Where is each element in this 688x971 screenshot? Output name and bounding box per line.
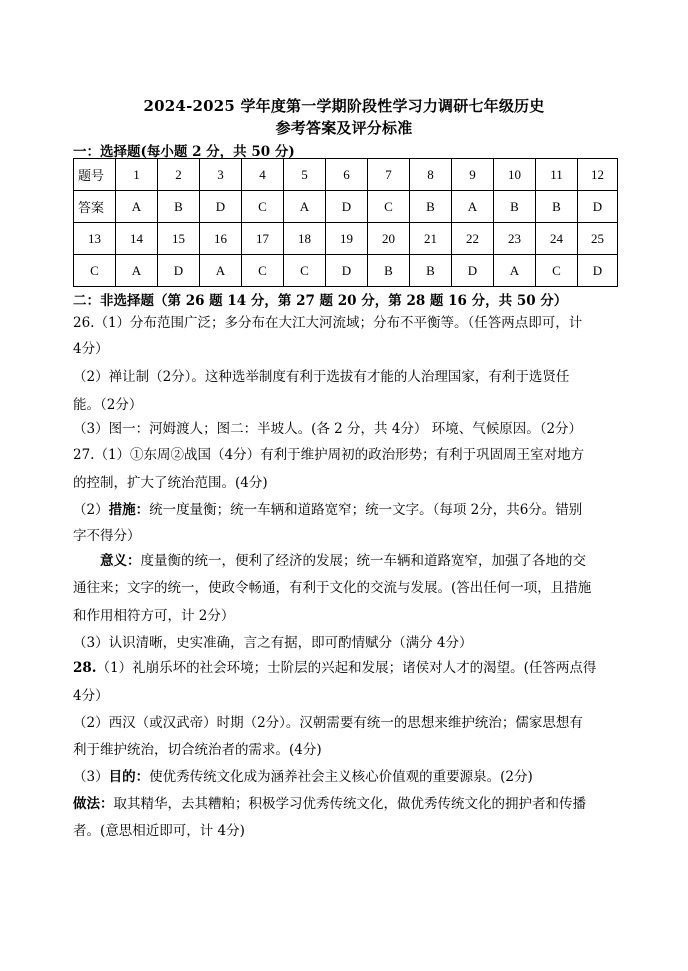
answer-cell: C [242, 255, 284, 287]
question-number-cell: 11 [536, 159, 578, 191]
answer-line [73, 368, 618, 386]
line-text: 利于维护统治，切合统治者的需求。(4分) [73, 742, 322, 758]
answer-line [73, 527, 618, 545]
answer-cell: C [536, 255, 578, 287]
answer-cell: A [452, 191, 494, 223]
question-number-cell: 6 [326, 159, 368, 191]
question-number-cell: 17 [242, 223, 284, 255]
section-1-heading: 一：选择题(每小题 2 分，共 50 分) [73, 144, 295, 160]
line-text: 统一度量衡；统一车辆和道路宽窄；统一文字。（每项 2分，共6分。错别 [149, 502, 583, 518]
line-bold-label: 意义： [100, 553, 141, 569]
line-text: 的控制，扩大了统治范围。(4分) [73, 475, 268, 491]
question-number-cell: 23 [494, 223, 536, 255]
answer-line [73, 446, 618, 464]
answer-cell: D [578, 191, 618, 223]
answer-cell: B [536, 191, 578, 223]
row-label-answer: 答案 [74, 191, 116, 223]
table-row-answers-b [74, 255, 618, 287]
answer-cell: A [116, 255, 158, 287]
line-text: 26.（1）分布范围广泛；多分布在大江大河流域；分布不平衡等。（任答两点即可，计 [73, 315, 583, 331]
answer-table [73, 158, 618, 287]
line-text: 27.（1）①东周②战国（4分）有利于维护周初的政治形势；有利于巩固周王室对地方 [73, 447, 585, 463]
line-prefix [73, 553, 100, 569]
line-prefix: （2） [73, 502, 109, 518]
document-title: 2024-2025 学年度第一学期阶段性学习力调研七年级历史 [143, 97, 545, 115]
answer-cell: C [284, 255, 326, 287]
question-number-cell: 1 [116, 159, 158, 191]
question-number-cell: 25 [578, 223, 618, 255]
line-text: 和作用相符方可，计 2分） [73, 608, 235, 624]
question-number-cell: 7 [368, 159, 410, 191]
answer-cell: C [242, 191, 284, 223]
question-number-cell: 18 [284, 223, 326, 255]
answer-line [73, 741, 618, 759]
answer-cell: B [410, 191, 452, 223]
line-text: 度量衡的统一，便利了经济的发展；统一车辆和道路宽窄，加强了各地的交 [140, 553, 586, 569]
question-number-cell: 5 [284, 159, 326, 191]
question-number-cell: 14 [116, 223, 158, 255]
table-row-numbers-b [74, 223, 618, 255]
row-label-question-number: 题号 [74, 159, 116, 191]
table-row-answers-a [74, 191, 618, 223]
answer-cell: D [326, 255, 368, 287]
question-number-cell: 4 [242, 159, 284, 191]
answer-line [73, 768, 618, 786]
answer-cell: D [452, 255, 494, 287]
answer-cell: D [326, 191, 368, 223]
question-number-cell: 19 [326, 223, 368, 255]
question-number-cell: 20 [368, 223, 410, 255]
answer-cell: A [116, 191, 158, 223]
answer-line [73, 714, 618, 732]
question-number-cell: 10 [494, 159, 536, 191]
section-2-heading: 二：非选择题（第 26 题 14 分，第 27 题 20 分，第 28 题 16 分，共 50 分） [73, 293, 568, 309]
line-text: 通往来；文字的统一，使政令畅通，有利于文化的交流与发展。(答出任何一项，且措施 [73, 580, 592, 596]
answer-line [73, 795, 618, 813]
answer-cell: C [74, 255, 116, 287]
answer-line [73, 314, 618, 332]
line-prefix: （3） [73, 769, 109, 785]
line-text: （2）禅让制（2分）。这种选举制度有利于选拔有才能的人治理国家，有利于选贤任 [73, 369, 570, 385]
answer-cell: B [494, 191, 536, 223]
line-text: 取其精华，去其糟粕；积极学习优秀传统文化，做优秀传统文化的拥护者和传播 [113, 796, 586, 812]
line-text: 使优秀传统文化成为涵养社会主义核心价值观的重要源泉。(2分) [149, 769, 533, 785]
line-text: （2）西汉（或汉武帝）时期（2分）。汉朝需要有统一的思想来维护统治；儒家思想有 [73, 715, 583, 731]
line-text: 字不得分） [73, 528, 141, 544]
question-number-cell: 9 [452, 159, 494, 191]
line-text: 能。（2分） [73, 397, 143, 413]
line-bold-label: 措施： [108, 502, 150, 518]
answer-cell: B [368, 255, 410, 287]
question-number-cell: 24 [536, 223, 578, 255]
answer-line [73, 659, 618, 677]
question-number-cell: 16 [200, 223, 242, 255]
question-number-cell: 12 [578, 159, 618, 191]
answer-cell: C [368, 191, 410, 223]
question-number-cell: 3 [200, 159, 242, 191]
table-row-numbers-a [74, 159, 618, 191]
answer-cell: D [578, 255, 618, 287]
line-bold-label: 做法： [73, 796, 114, 812]
question-number-cell: 8 [410, 159, 452, 191]
line-text: （1）礼崩乐坏的社会环境；士阶层的兴起和发展；诸侯对人才的渴望。(任答两点得 [96, 660, 597, 676]
answer-cell: A [494, 255, 536, 287]
answer-line [73, 607, 618, 625]
answer-line [73, 552, 618, 570]
line-bold-label: 目的： [108, 769, 150, 785]
answer-line [73, 340, 618, 358]
answer-line [73, 501, 618, 519]
answer-line [73, 396, 618, 414]
answer-line [73, 822, 618, 840]
question-number-cell: 22 [452, 223, 494, 255]
line-text: （3）图一：河姆渡人；图二：半坡人。(各 2 分，共 4分） 环境、气候原因。（2分） [73, 421, 583, 437]
document-subtitle: 参考答案及评分标准 [275, 119, 413, 137]
answer-line [73, 474, 618, 492]
answer-cell: A [200, 255, 242, 287]
answer-cell: B [410, 255, 452, 287]
answer-line [73, 687, 618, 705]
answer-cell: A [284, 191, 326, 223]
question-number-cell: 21 [410, 223, 452, 255]
answer-line [73, 579, 618, 597]
answer-cell: D [158, 255, 200, 287]
question-number-cell: 2 [158, 159, 200, 191]
question-number-cell: 13 [74, 223, 116, 255]
line-text: 4分） [73, 688, 109, 704]
question-number-cell: 15 [158, 223, 200, 255]
line-text: （3）认识清晰，史实准确，言之有据，即可酌情赋分（满分 4分） [73, 635, 473, 651]
answer-line [73, 634, 618, 652]
answer-cell: B [158, 191, 200, 223]
line-bold-label: 28. [73, 660, 97, 676]
answer-cell: D [200, 191, 242, 223]
line-text: 者。(意思相近即可，计 4分) [73, 823, 245, 839]
line-text: 4分） [73, 341, 109, 357]
answer-line [73, 420, 618, 438]
